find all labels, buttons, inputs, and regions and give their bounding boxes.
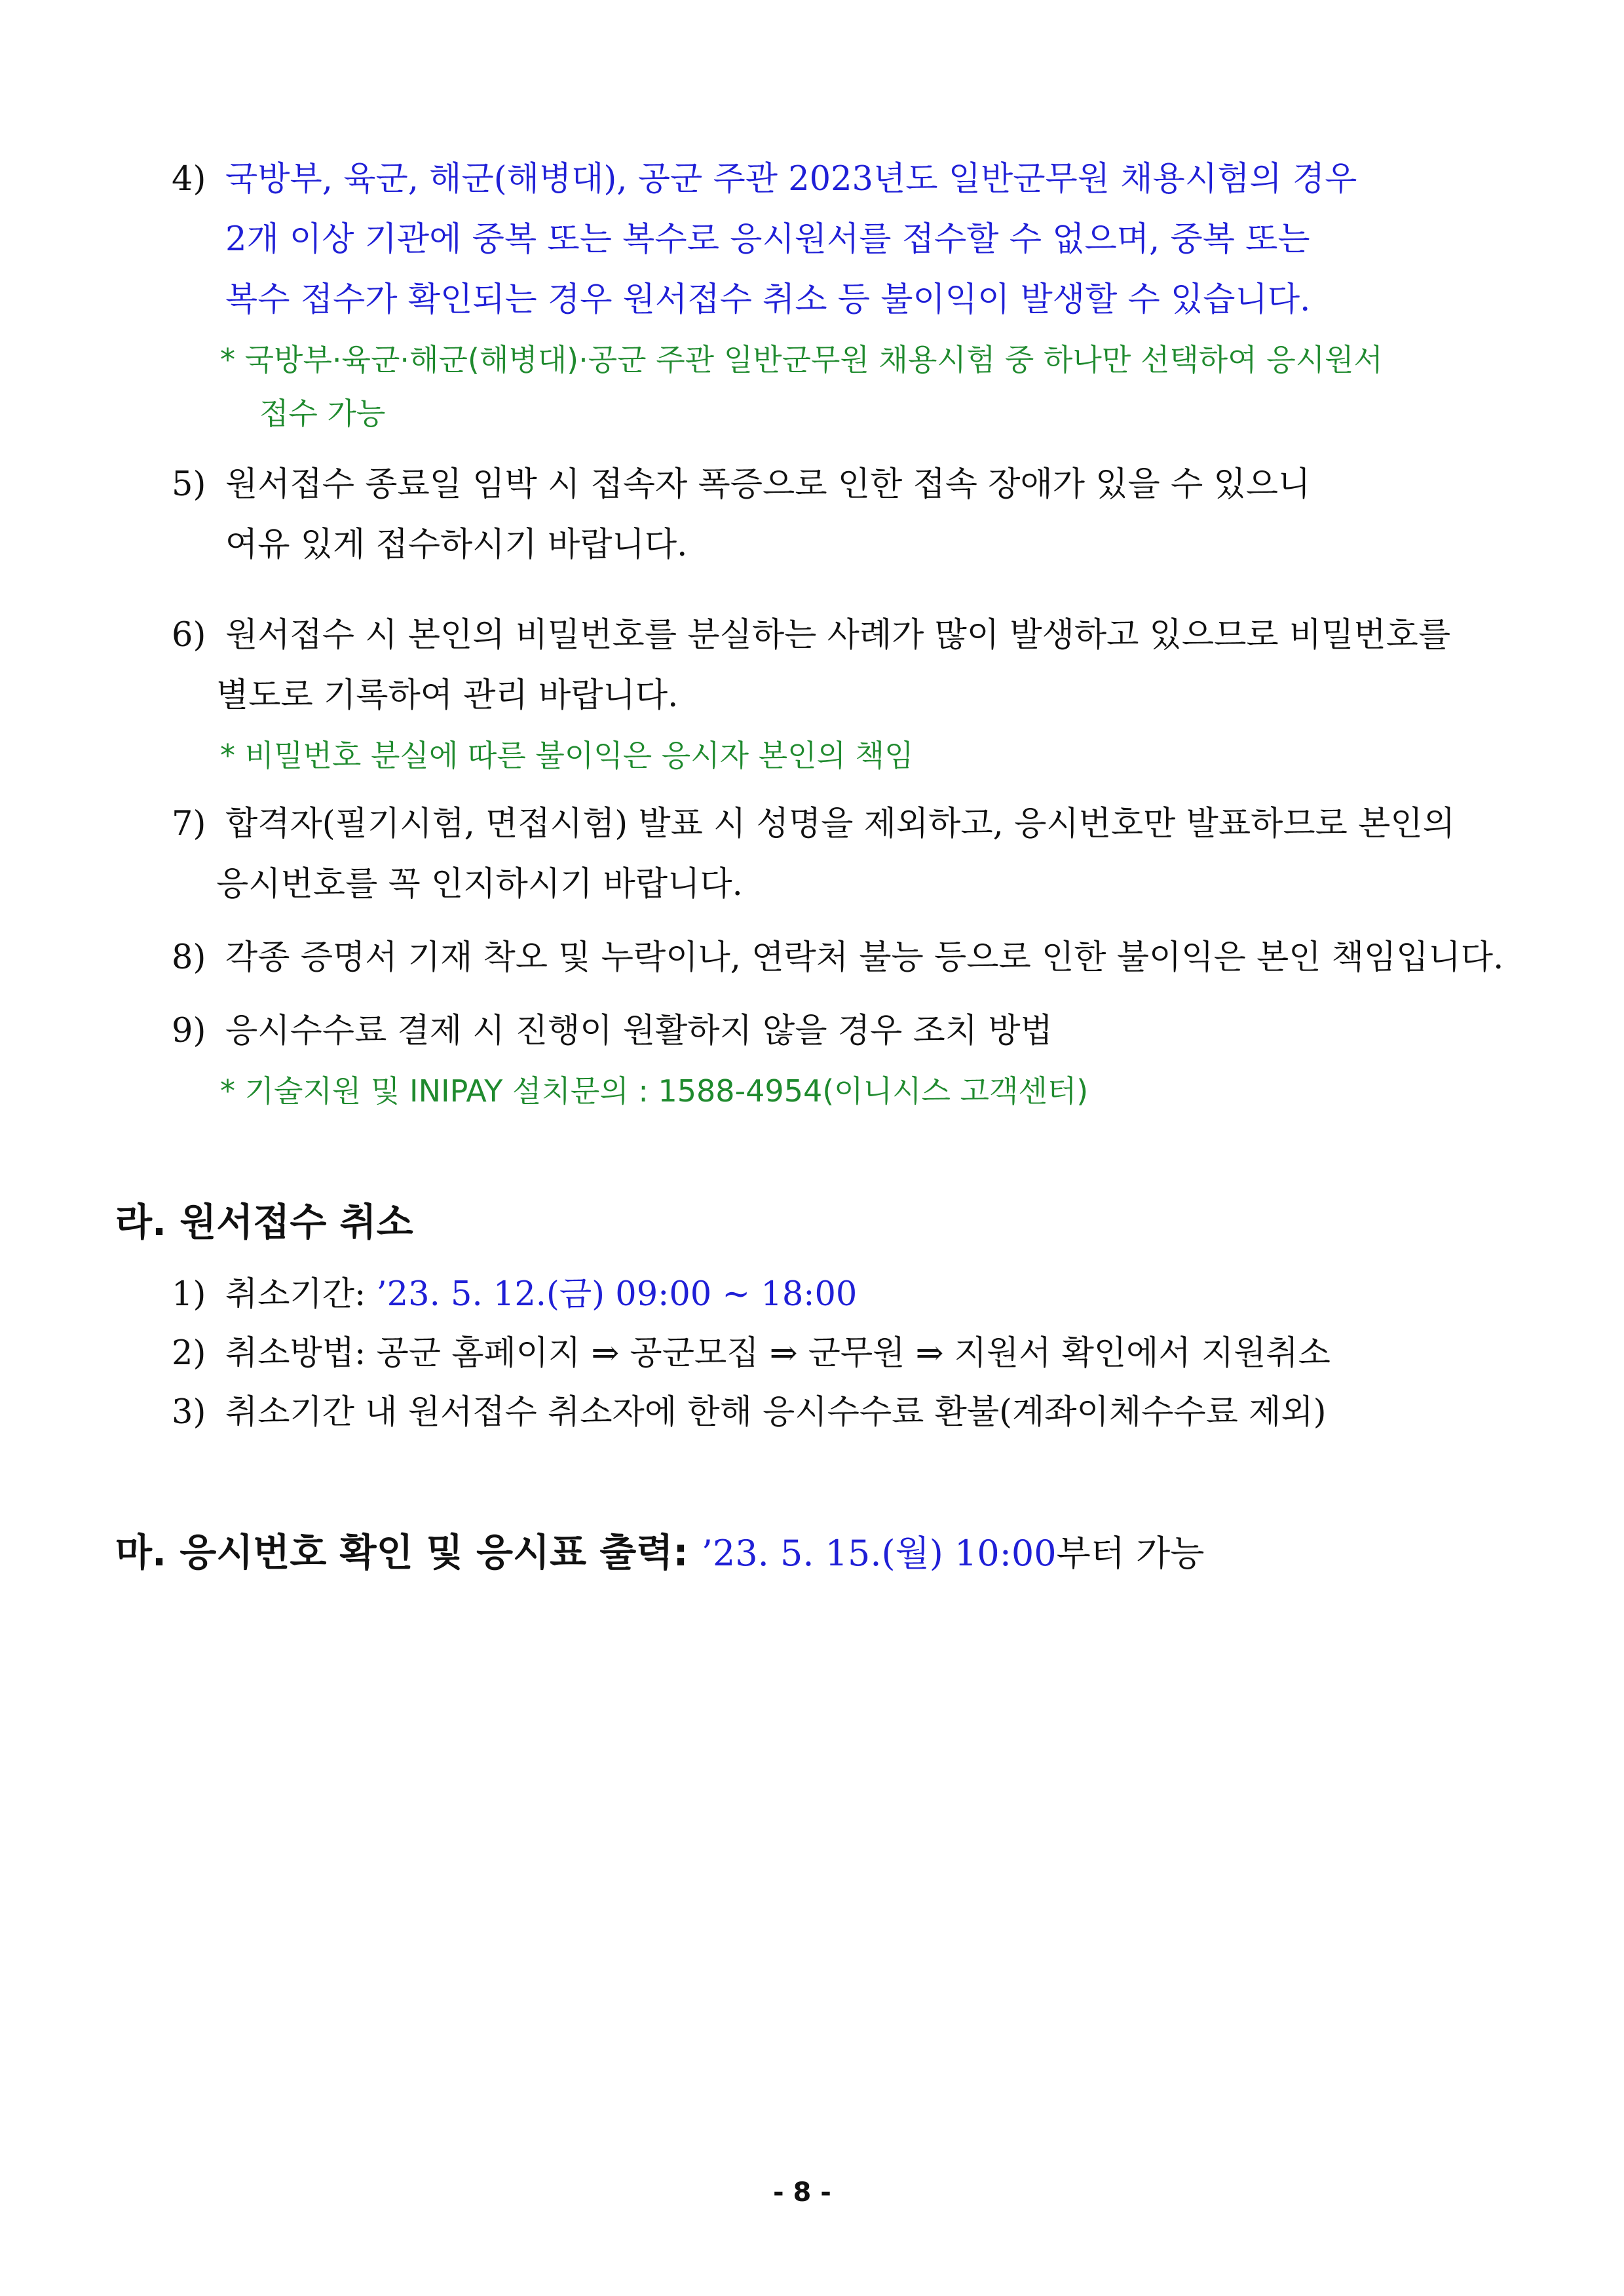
notice-text: 원서접수 시 본인의 비밀번호를 분실하는 사례가 많이 발생하고 있으므로 비밀번호를 [225,616,1451,655]
notice-text: 원서접수 종료일 임박 시 접속자 폭증으로 인한 접속 장애가 있을 수 있으니 [225,465,1311,504]
notice-7-line-2: 응시번호를 꼭 인지하시기 바랍니다. [216,865,743,904]
notice-6-line-2: 별도로 기록하여 관리 바랍니다. [216,676,679,715]
notice-number: 5) [172,465,206,504]
item-number: 2) [172,1334,206,1373]
section-ra-item-1 [172,1275,858,1314]
section-ma-heading: 마. 응시번호 확인 및 응시표 출력: [115,1530,702,1575]
notice-number: 4) [172,160,206,199]
notice-number: 9) [172,1012,206,1050]
section-ra-item-3 [172,1393,1327,1432]
notice-4-line-2: 2개 이상 기관에 중복 또는 복수로 응시원서를 접수할 수 없으며, 중복 또는 [225,220,1310,259]
notice-7-line-1 [172,807,1455,841]
notice-5-line-2: 여유 있게 접수하시기 바랍니다. [225,526,688,564]
notice-6-note-1: * 비밀번호 분실에 따른 불이익은 응시자 본인의 책임 [220,738,914,773]
item-label: 취소기간: [225,1275,377,1314]
notice-4-note-2: 접수 가능 [259,396,386,431]
notice-9-line-1 [172,1014,1053,1048]
notice-text: 응시수수료 결제 시 진행이 원활하지 않을 경우 조치 방법 [225,1012,1053,1050]
notice-number: 8) [172,938,206,977]
notice-text: 합격자(필기시험, 면접시험) 발표 시 성명을 제외하고, 응시번호만 발표하므로 본인의 [225,805,1455,843]
notice-4-line-1 [172,160,1357,199]
section-ma-line [115,1530,1205,1575]
notice-number: 7) [172,805,206,843]
item-label: 취소기간 내 원서접수 취소자에 한해 응시수수료 환불(계좌이체수수료 제외) [225,1393,1327,1432]
notice-text: 국방부, 육군, 해군(해병대), 공군 주관 2023년도 일반군무원 채용시험의 경우 [225,160,1357,199]
item-label: 취소방법: 공군 홈페이지 ⇒ 공군모집 ⇒ 군무원 ⇒ 지원서 확인에서 지원취소 [225,1334,1331,1373]
cancel-period-value: ’23. 5. 12.(금) 09:00 ~ 18:00 [376,1275,858,1314]
notice-5-line-1 [172,465,1311,504]
ticket-print-date: ’23. 5. 15.(월) 10:00 [701,1533,1057,1574]
item-number: 1) [172,1275,206,1314]
section-ra-item-2 [172,1334,1331,1373]
notice-4-line-3: 복수 접수가 확인되는 경우 원서접수 취소 등 불이익이 발생할 수 있습니다. [225,280,1311,319]
notice-text: 각종 증명서 기재 착오 및 누락이나, 연락처 불능 등으로 인한 불이익은 본인 책임입니다. [225,938,1504,977]
notice-number: 6) [172,616,206,655]
notice-6-line-1 [172,616,1451,655]
ticket-print-suffix: 부터 가능 [1056,1533,1205,1574]
item-number: 3) [172,1393,206,1432]
notice-8-line-1 [172,938,1504,977]
notice-9-note-1: * 기술지원 및 INIPAY 설치문의 : 1588-4954(이니시스 고객센터) [220,1073,1089,1109]
page-number: - 8 - [773,2177,831,2208]
notice-4-note-1: * 국방부·육군·해군(해병대)·공군 주관 일반군무원 채용시험 중 하나만 선택하여 응시원서 [220,342,1383,377]
section-ra-heading: 라. 원서접수 취소 [115,1200,413,1244]
